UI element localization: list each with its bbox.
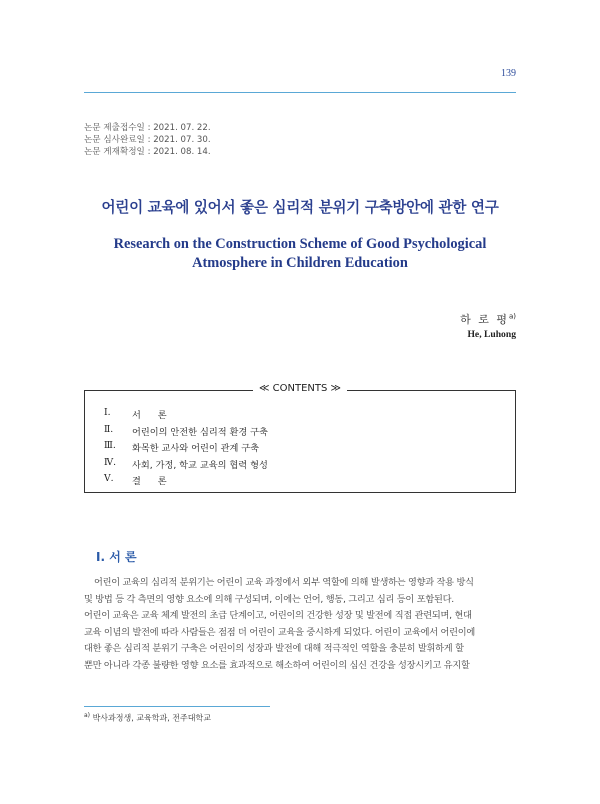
contents-list: [104, 407, 268, 490]
date-label: 논문 게재확정일: [84, 147, 145, 157]
body-line: 대한 좋은 심리적 분위기 구축은 어린이의 성장과 발전에 대해 적극적인 역할을 충분히 발휘하게 할: [84, 643, 464, 654]
contents-item: [104, 407, 268, 424]
date-value: 2021. 08. 14.: [153, 147, 211, 157]
author-english: He, Luhong: [467, 329, 516, 340]
title-korean: 어린이 교육에 있어서 좋은 심리적 분위기 구축방안에 관한 연구: [101, 199, 499, 216]
title-english-line1: Research on the Construction Scheme of Good Psychological: [113, 236, 487, 252]
body-line: 뿐만 아니라 각종 불량한 영향 요소를 효과적으로 해소하여 어린이의 심신 건강을 성장시키고 유지할: [84, 659, 470, 671]
date-value: 2021. 07. 22.: [153, 123, 211, 133]
footnote: [84, 712, 211, 724]
contents-item-number: Ⅳ.: [104, 456, 117, 468]
contents-item-label: 어린이의 안전한 심리적 환경 구축: [132, 426, 268, 438]
body-line: 및 방법 등 각 측면의 영향 요소에 의해 구성되며, 이에는 언어, 행동, 그리고 심리 등이 포함된다.: [84, 593, 454, 605]
author-footnote-marker: a): [508, 312, 516, 321]
contents-item: [104, 457, 268, 474]
contents-item-number: Ⅴ.: [104, 473, 114, 484]
contents-item-label: 결 론: [132, 476, 174, 487]
contents-item-label: 사회, 가정, 학교 교육의 협력 형성: [132, 459, 268, 471]
body-line: 교육 이념의 발전에 따라 사람들은 점점 더 어린이 교육을 중시하게 되었다. 어린이 교육에서 어린이에: [84, 626, 476, 638]
date-row: 논문 심사완료일 : 2021. 07. 30.: [84, 135, 211, 145]
contents-item: [104, 440, 268, 457]
footnote-rule: [84, 706, 270, 707]
date-label: 논문 심사완료일: [84, 135, 145, 145]
section-heading: Ⅰ. 서 론: [96, 550, 137, 564]
submission-dates: [84, 122, 211, 158]
body-line: 어린이 교육의 심리적 분위기는 어린이 교육 과정에서 외부 역할에 의해 발생하는 영향과 작용 방식: [94, 577, 474, 588]
body-line: 어린이 교육은 교육 체계 발전의 초급 단계이고, 어린이의 건강한 성장 및 발전에 직접 관련되며, 현대: [84, 610, 472, 621]
contents-item-label: 서 론: [132, 410, 174, 421]
date-row: 논문 제출접수일 : 2021. 07. 22.: [84, 123, 211, 133]
date-label: 논문 제출접수일: [84, 123, 145, 133]
date-value: 2021. 07. 30.: [153, 135, 211, 145]
title-english-line2: Atmosphere in Children Education: [192, 255, 408, 271]
contents-item-number: Ⅰ.: [104, 407, 111, 418]
contents-item-number: Ⅲ.: [104, 440, 116, 451]
contents-item-label: 화목한 교사와 어린이 관계 구축: [132, 443, 260, 454]
author-korean-name: 하 로 평: [460, 313, 509, 326]
page-number: 139: [501, 68, 516, 79]
contents-item: [104, 473, 268, 490]
date-row: 논문 게재확정일 : 2021. 08. 14.: [84, 147, 211, 157]
footnote-text: 박사과정생, 교육학과, 전주대학교: [92, 713, 211, 723]
title-english: [0, 235, 600, 273]
author-korean: [460, 311, 516, 327]
footnote-marker: a): [84, 712, 91, 719]
body-paragraph: [84, 575, 516, 674]
contents-heading: ≪ CONTENTS ≫: [0, 383, 600, 394]
contents-item: [104, 424, 268, 441]
contents-item-number: Ⅱ.: [104, 423, 114, 435]
header-rule: [84, 92, 516, 93]
